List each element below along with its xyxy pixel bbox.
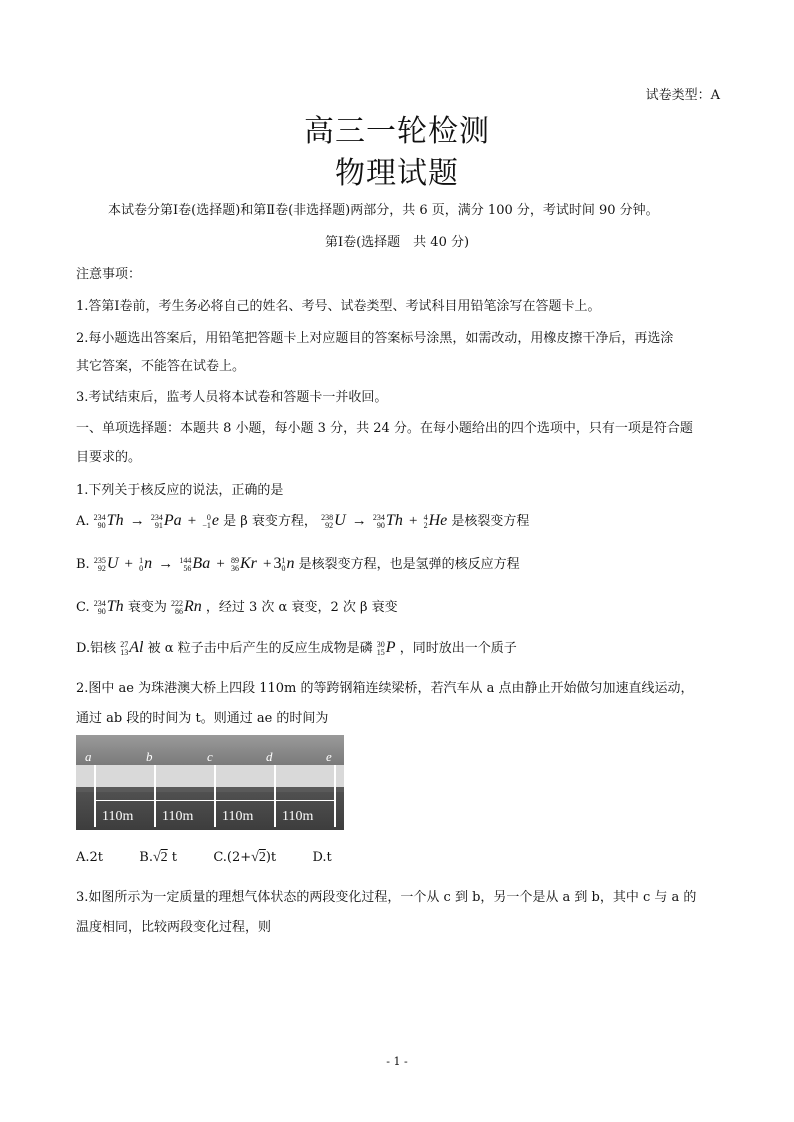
- q1-d-label: D.铝核: [76, 641, 117, 656]
- isotope-al27: 27 13: [120, 639, 129, 657]
- arrow-icon: →: [351, 513, 367, 529]
- point-label-d: d: [266, 749, 273, 764]
- symbol-pa: Pa: [163, 512, 182, 529]
- q1-d-text1: 被 α 粒子击中后产生的反应生成物是磷: [147, 641, 373, 656]
- point-label-e: e: [326, 749, 332, 764]
- q1-option-a[interactable]: A. 234 90 Th → 234 91 Pa + 0 −1 e 是 β 衰变方程， 238 92 U → 234 90 Th + 4 2 He 是核裂变方程: [76, 512, 530, 530]
- q2-stem-b: 通过 ab 段的时间为 t。则通过 ae 的时间为: [76, 711, 329, 726]
- pier-b: [154, 765, 156, 827]
- span-label-2: 110m: [162, 809, 194, 824]
- arrow-icon: →: [129, 513, 145, 529]
- q1-a-text2: 是核裂变方程: [451, 514, 530, 529]
- q2-option-b[interactable]: B.√2 t: [139, 850, 178, 865]
- q1-a-text1: 是 β 衰变方程，: [223, 514, 317, 529]
- q1-option-d[interactable]: [76, 637, 517, 657]
- exam-intro: 本试卷分第Ⅰ卷(选择题)和第Ⅱ卷(非选择题)两部分，共 6 页，满分 100 分，考试时间 90 分钟。: [108, 203, 659, 218]
- paper-type-label: 试卷类型：A: [645, 88, 720, 103]
- symbol-kr: Kr: [239, 555, 257, 572]
- page-number: - 1 -: [386, 1055, 408, 1068]
- section1-intro-b: 目要求的。: [76, 450, 142, 465]
- symbol-al: Al: [129, 639, 144, 656]
- note-item-3: 3.考试结束后，监考人员将本试卷和答题卡一并收回。: [76, 390, 388, 405]
- q3-stem-a: 3.如图所示为一定质量的理想气体状态的两段变化过程，一个从 c 到 b，另一个是从 a 到 b，其中 c 与 a 的: [76, 890, 697, 905]
- q1-b-text: 是核裂变方程，也是氢弹的核反应方程: [298, 557, 520, 572]
- isotope-he4: 4 2: [423, 512, 428, 530]
- q1-option-b[interactable]: B. 235 92 U + 1 0 n → 144 56 Ba + 89 36 Kr + 3 1 0 n 是核裂变方程，也是氢弹的核反应方程: [76, 555, 520, 573]
- point-label-c: c: [207, 749, 213, 764]
- isotope-kr89: 89 36: [230, 555, 239, 573]
- q1-b-label: B.: [76, 557, 90, 572]
- part1-heading: 第Ⅰ卷(选择题 共 40 分): [324, 235, 470, 250]
- q1-c-text2: ，经过 3 次 α 衰变，2 次 β 衰变: [205, 600, 398, 615]
- notes-heading: 注意事项：: [76, 267, 142, 282]
- span-label-1: 110m: [102, 809, 134, 824]
- isotope-rn222: 222 86: [170, 598, 183, 616]
- q1-c-label: C.: [76, 600, 90, 615]
- isotope-u238: 238 92: [321, 512, 334, 530]
- note-item-1: 1.答第Ⅰ卷前，考生务必将自己的姓名、考号、试卷类型、考试科目用铅笔涂写在答题卡上。: [76, 299, 601, 314]
- symbol-th: Th: [385, 512, 403, 529]
- span-label-3: 110m: [222, 809, 254, 824]
- q2-options: [76, 850, 332, 866]
- pier-e: [334, 765, 336, 827]
- pier-d: [274, 765, 276, 827]
- isotope-n: 1 0: [139, 555, 144, 573]
- span-dimension-line: [96, 800, 334, 801]
- q2-option-c[interactable]: C.(2+√2)t: [213, 850, 277, 865]
- note-item-2a: 2.每小题选出答案后，用铅笔把答题卡上对应题目的答案标号涂黑，如需改动，用橡皮擦干净后，再选涂: [76, 331, 674, 346]
- q1-c-text1: 衰变为: [127, 600, 167, 615]
- note-item-2b: 其它答案，不能答在试卷上。: [76, 359, 246, 374]
- pier-a: [94, 765, 96, 827]
- symbol-ba: Ba: [192, 555, 211, 572]
- symbol-u: U: [106, 555, 119, 572]
- symbol-e: e: [211, 512, 220, 529]
- exam-title: 高三一轮检测: [304, 114, 490, 149]
- isotope-u235: 235 92: [93, 555, 106, 573]
- q2-option-d[interactable]: D.t: [312, 850, 332, 865]
- symbol-u: U: [334, 512, 346, 529]
- symbol-n: n: [144, 555, 153, 572]
- point-label-a: a: [85, 749, 92, 764]
- isotope-p30: 30 15: [376, 639, 385, 657]
- q1-option-c[interactable]: [76, 596, 398, 616]
- sqrt-icon: √2: [251, 850, 266, 865]
- section1-intro-a: 一、单项选择题：本题共 8 小题，每小题 3 分，共 24 分。在每小题给出的四个选项中，只有一项是符合题: [76, 421, 693, 436]
- q1-a-label: A.: [76, 514, 90, 529]
- isotope-n2: 1 0: [281, 555, 286, 573]
- point-label-b: b: [146, 749, 153, 764]
- arrow-icon: →: [158, 556, 174, 572]
- pier-c: [214, 765, 216, 827]
- span-label-4: 110m: [282, 809, 314, 824]
- exam-subtitle: 物理试题: [335, 156, 459, 191]
- isotope-th234: 234 90: [93, 512, 106, 530]
- isotope-e: 0 −1: [202, 512, 211, 530]
- isotope-th234c: 234 90: [93, 598, 106, 616]
- symbol-th: Th: [106, 512, 124, 529]
- q1-d-text2: ，同时放出一个质子: [399, 641, 517, 656]
- symbol-rn: Rn: [183, 598, 202, 615]
- symbol-he: He: [428, 512, 448, 529]
- bridge-figure: [76, 735, 344, 830]
- isotope-ba144: 144 56: [179, 555, 192, 573]
- q2-stem-a: 2.图中 ae 为珠港澳大桥上四段 110m 的等跨钢箱连续梁桥，若汽车从 a 点由静止开始做匀加速直线运动，: [76, 681, 694, 696]
- sqrt-icon: √2: [152, 850, 168, 865]
- isotope-th234b: 234 90: [372, 512, 385, 530]
- q1-stem: 1.下列关于核反应的说法，正确的是: [76, 483, 284, 498]
- q2-option-a[interactable]: A.2t: [76, 850, 104, 865]
- isotope-pa234: 234 91: [150, 512, 163, 530]
- q3-stem-b: 温度相同，比较两段变化过程，则: [76, 920, 272, 935]
- symbol-p: P: [385, 639, 396, 656]
- symbol-n: n: [286, 555, 295, 572]
- symbol-th: Th: [106, 598, 124, 615]
